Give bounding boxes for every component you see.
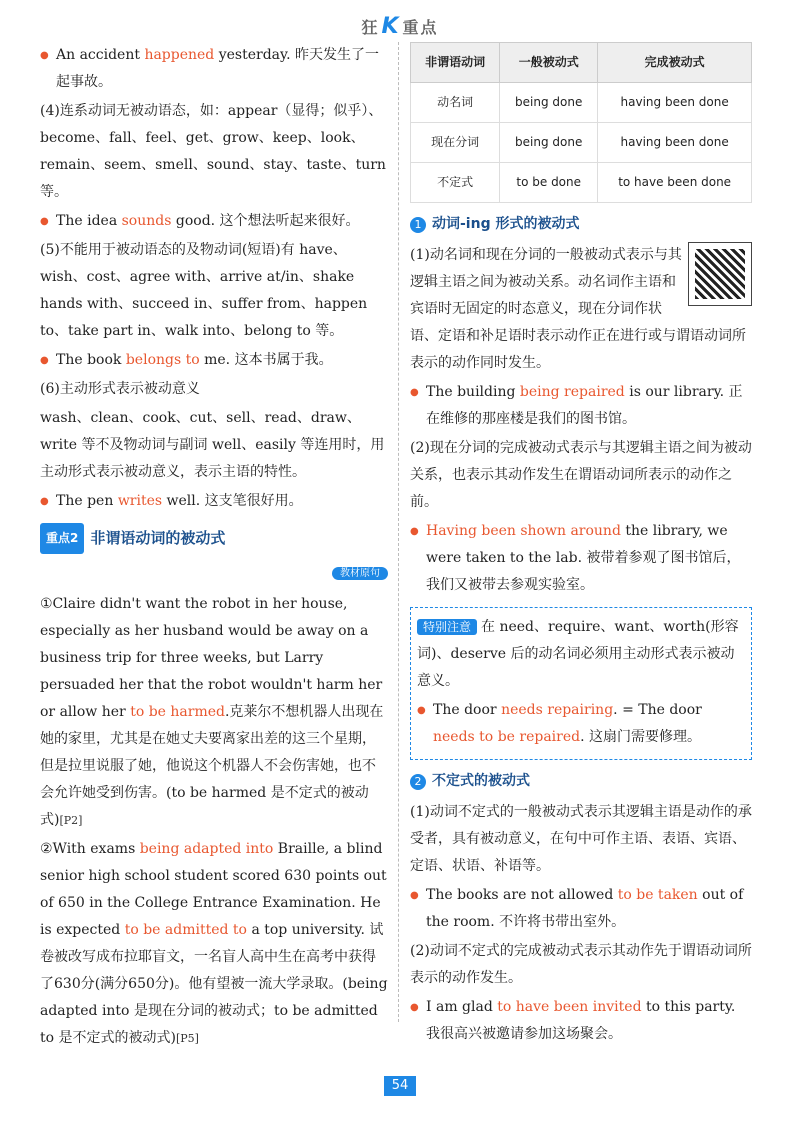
section-heading [40,523,388,554]
rule-6: wash、clean、cook、cut、sell、read、draw、write 等不及物动词与副词 well、easily 等连用时，用主动形式表示被动意义，表示主语的特性。 [40,410,385,480]
nonfinite-table [410,42,752,203]
header-right: 重点 [402,18,439,37]
example-needs-repairing: ● The door needs repairing. = The door needs to be repaired. 这扇门需要修理。 [417,697,745,751]
table-header: 非谓语动词 [411,43,500,83]
subheading-2: 2 不定式的被动式 [410,768,752,795]
header-k-logo: K [381,14,401,39]
example-belongs: ● The book belongs to me. 这本书属于我。 [40,347,388,374]
header-left: 狂 [361,18,380,37]
rule-r3: (1)动词不定式的一般被动式表示其逻辑主语是动作的承受者，具有被动意义，在句中可作主语、表语、宾语、定语、状语、补语等。 [410,804,752,874]
section-title: 非谓语动词的被动式 [90,529,226,547]
left-column [40,42,388,1054]
right-column [410,42,752,1050]
page-number: 54 [384,1076,416,1096]
example-taken: ● The books are not allowed to be taken out of the room. 不许将书带出室外。 [410,882,752,936]
example-happened: ● An accident happened yesterday. 昨天发生了一起事故。 [40,42,388,96]
section-tag: 重点2 [40,523,84,554]
example-invited: ● I am glad to have been invited to this party. 我很高兴被邀请参加这场聚会。 [410,994,752,1048]
note-label: 特别注意 [417,619,477,635]
example-repaired: ● The building being repaired is our library. 正在维修的那座楼是我们的图书馆。 [410,379,752,433]
table-row: 动名词 being done having been done [411,83,752,123]
textbook-badge: 教材原句 [40,560,388,587]
rule-5: (5)不能用于被动语态的及物动词(短语)有 have、wish、cost、agree with、arrive at/in、shake hands with、succeed in、suffer from、happen to、take part in、walk into、belong to 等。 [40,242,368,339]
page-header [0,14,800,39]
quote-1: ①Claire didn't want the robot in her house, especially as her husband would be away on a business trip for three weeks, but Larry persuaded her that the robot wouldn't harm her or allow her to be harmed.克莱尔不想机器人出现在她的家里，尤其是在她丈夫要离家出差的这三个星期，但是拉里说服了她，他说这个机器人不会伤害她，也不会允许她受到伤害。(to be harmed 是不定式的被动式)[P2] [40,596,384,828]
rule-6-title: (6)主动形式表示被动意义 [40,381,200,397]
rule-r1: (1)动名词和现在分词的一般被动式表示与其逻辑主语之间为被动关系。动名词作主语和宾语时无固定的时态意义，现在分词作状语、定语和补足语时表示动作正在进行或与谓语动词所表示的动作同时发生。 [410,242,752,377]
example-writes: ● The pen writes well. 这支笔很好用。 [40,488,388,515]
example-shown-around: ● Having been shown around the library, we were taken to the lab. 被带着参观了图书馆后，我们又被带去参观实验室。 [410,518,752,599]
table-header: 一般被动式 [500,43,598,83]
example-sounds: ● The idea sounds good. 这个想法听起来很好。 [40,208,388,235]
column-divider [398,42,400,1022]
table-row: 不定式 to be done to have been done [411,163,752,203]
table-header: 完成被动式 [598,43,752,83]
table-row: 现在分词 being done having been done [411,123,752,163]
rule-r4: (2)动词不定式的完成被动式表示其动作先于谓语动词所表示的动作发生。 [410,943,752,986]
qr-code-icon[interactable] [688,242,752,306]
rule-r2: (2)现在分词的完成被动式表示与其逻辑主语之间为被动关系，也表示其动作发生在谓语动词所表示的动作之前。 [410,440,752,510]
quote-2: ②With exams being adapted into Braille, a blind senior high school student scored 630 points out of 650 in the College Entrance Examination. He is expected to be admitted to a top university. 试卷被改写成布拉耶盲文，一名盲人高中生在高考中获得了630分(满分650分)。他有望被一流大学录取。(being adapted into 是现在分词的被动式；to be admitted to 是不定式的被动式)[P5] [40,841,388,1046]
special-note: 特别注意 在 need、require、want、worth(形容词)、deserve 后的动名词必须用主动形式表示被动意义。 ● The door needs repairing. = The door needs to be repaired. 这扇门需要修理。 [410,607,752,760]
rule-4: (4)连系动词无被动语态，如：appear（显得；似乎）、become、fall、feel、get、grow、keep、look、remain、seem、smell、sound、stay、taste、turn 等。 [40,103,386,200]
subheading-1: 1 动词-ing 形式的被动式 [410,211,752,238]
